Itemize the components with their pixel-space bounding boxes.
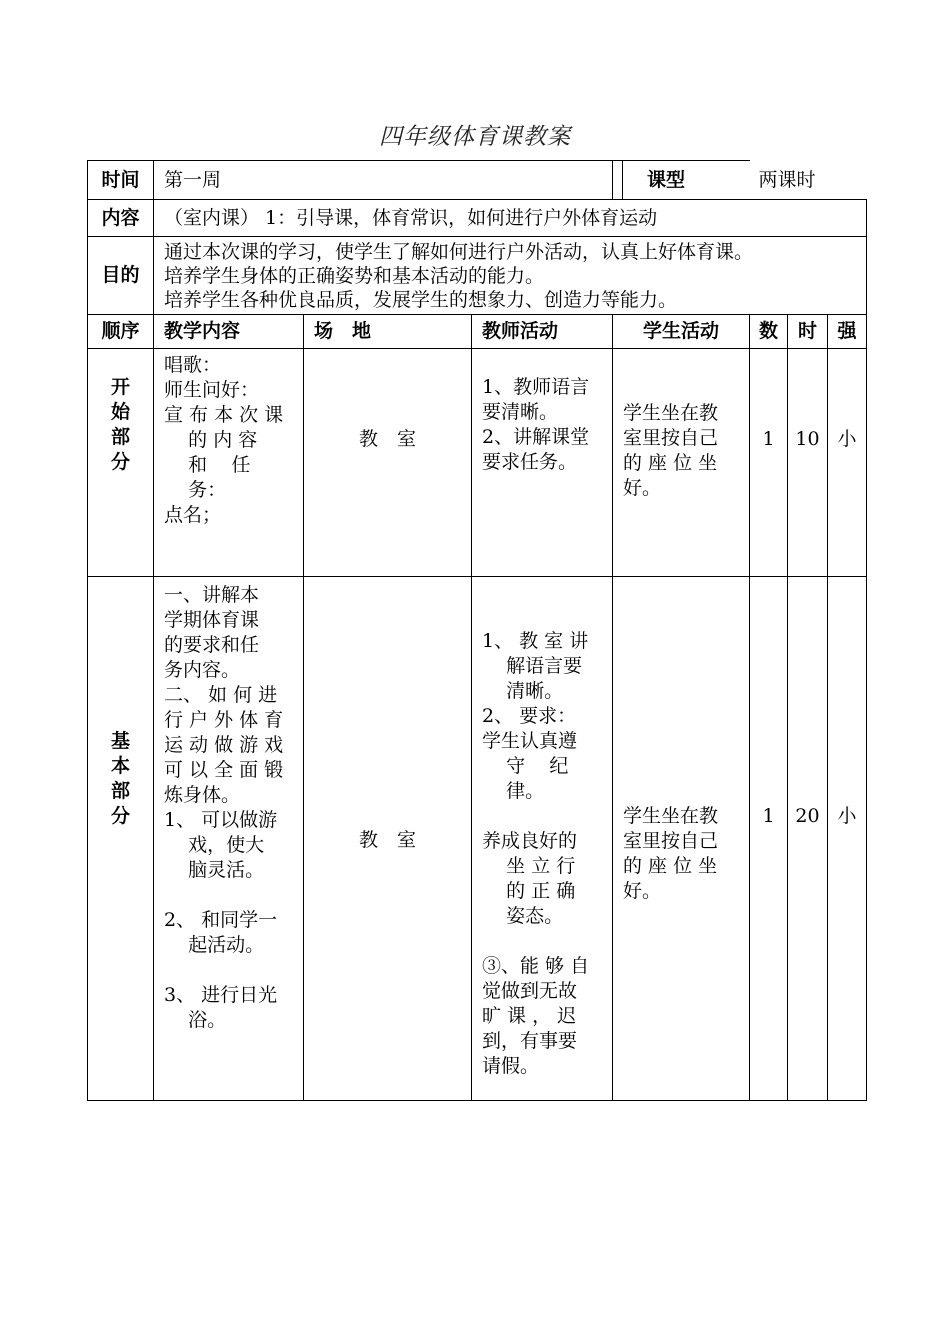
col-intensity: 强 bbox=[828, 315, 867, 349]
col-teacher: 教师活动 bbox=[472, 315, 613, 349]
section-label: 开 始 部 分 bbox=[88, 349, 154, 577]
table-row bbox=[88, 349, 867, 577]
table-row bbox=[88, 577, 867, 1101]
content-cell: 一、讲解本 学期体育课 的要求和任 务内容。 二、 如 何 进 行 户 外 体 育 运 动 做 游 戏 可 以 全 面 锻 炼身体。 1、 可以做游 戏，使大 脑灵活。 2、 和同学一 起活动。 3、 进行日光 浴。 bbox=[154, 577, 304, 1101]
course-type-label: 课型 bbox=[622, 161, 710, 199]
student-cell: 学生坐在教 室里按自己 的 座 位 坐 好。 bbox=[613, 577, 750, 1101]
venue-cell: 教 室 bbox=[304, 577, 472, 1101]
goal-line: 培养学生身体的正确姿势和基本活动的能力。 bbox=[164, 264, 545, 287]
time-label: 时间 bbox=[88, 161, 154, 200]
col-time: 时 bbox=[788, 315, 828, 349]
time-value: 第一周 bbox=[154, 161, 613, 200]
col-order: 顺序 bbox=[88, 315, 154, 349]
content-cell: 唱歌： 师生问好： 宣 布 本 次 课 的 内 容 和 任 务： 点名； bbox=[154, 349, 304, 577]
student-cell: 学生坐在教 室里按自己 的 座 位 坐 好。 bbox=[613, 349, 750, 577]
venue-cell: 教 室 bbox=[304, 349, 472, 577]
intensity-cell: 小 bbox=[828, 577, 867, 1101]
col-count: 数 bbox=[750, 315, 788, 349]
time-cell: 10 bbox=[788, 349, 828, 577]
goal-line: 通过本次课的学习，使学生了解如何进行户外活动，认真上好体育课。 bbox=[164, 240, 754, 263]
col-student: 学生活动 bbox=[613, 315, 750, 349]
course-type-value: 两课时 bbox=[709, 161, 865, 199]
time-cell: 20 bbox=[788, 577, 828, 1101]
header-row-content bbox=[88, 200, 867, 237]
count-cell: 1 bbox=[750, 577, 788, 1101]
teacher-cell: 1、 教 室 讲 解语言要 清晰。 2、 要求： 学生认真遵 守 纪 律。 养成良好的 坐 立 行 的 正 确 姿态。 ③、能 够 自 觉做到无故 旷 课 ， 迟 到，有事要 请假。 bbox=[472, 577, 613, 1101]
teacher-cell: 1、教师语言 要清晰。 2、讲解课堂 要求任务。 bbox=[472, 349, 613, 577]
goal-value bbox=[154, 237, 867, 315]
col-content: 教学内容 bbox=[154, 315, 304, 349]
column-header-row bbox=[88, 315, 867, 349]
goal-line: 培养学生各种优良品质，发展学生的想象力、创造力等能力。 bbox=[164, 288, 678, 311]
intensity-cell: 小 bbox=[828, 349, 867, 577]
col-venue: 场 地 bbox=[304, 315, 472, 349]
page-title: 四年级体育课教案 bbox=[379, 124, 571, 150]
content-label: 内容 bbox=[88, 200, 154, 237]
section-label: 基 本 部 分 bbox=[88, 577, 154, 1101]
lesson-plan-table bbox=[87, 160, 867, 1101]
header-row-goal bbox=[88, 237, 867, 315]
count-cell: 1 bbox=[750, 349, 788, 577]
content-value: （室内课） 1：引导课，体育常识，如何进行户外体育运动 bbox=[154, 200, 867, 237]
goal-label: 目的 bbox=[88, 237, 154, 315]
